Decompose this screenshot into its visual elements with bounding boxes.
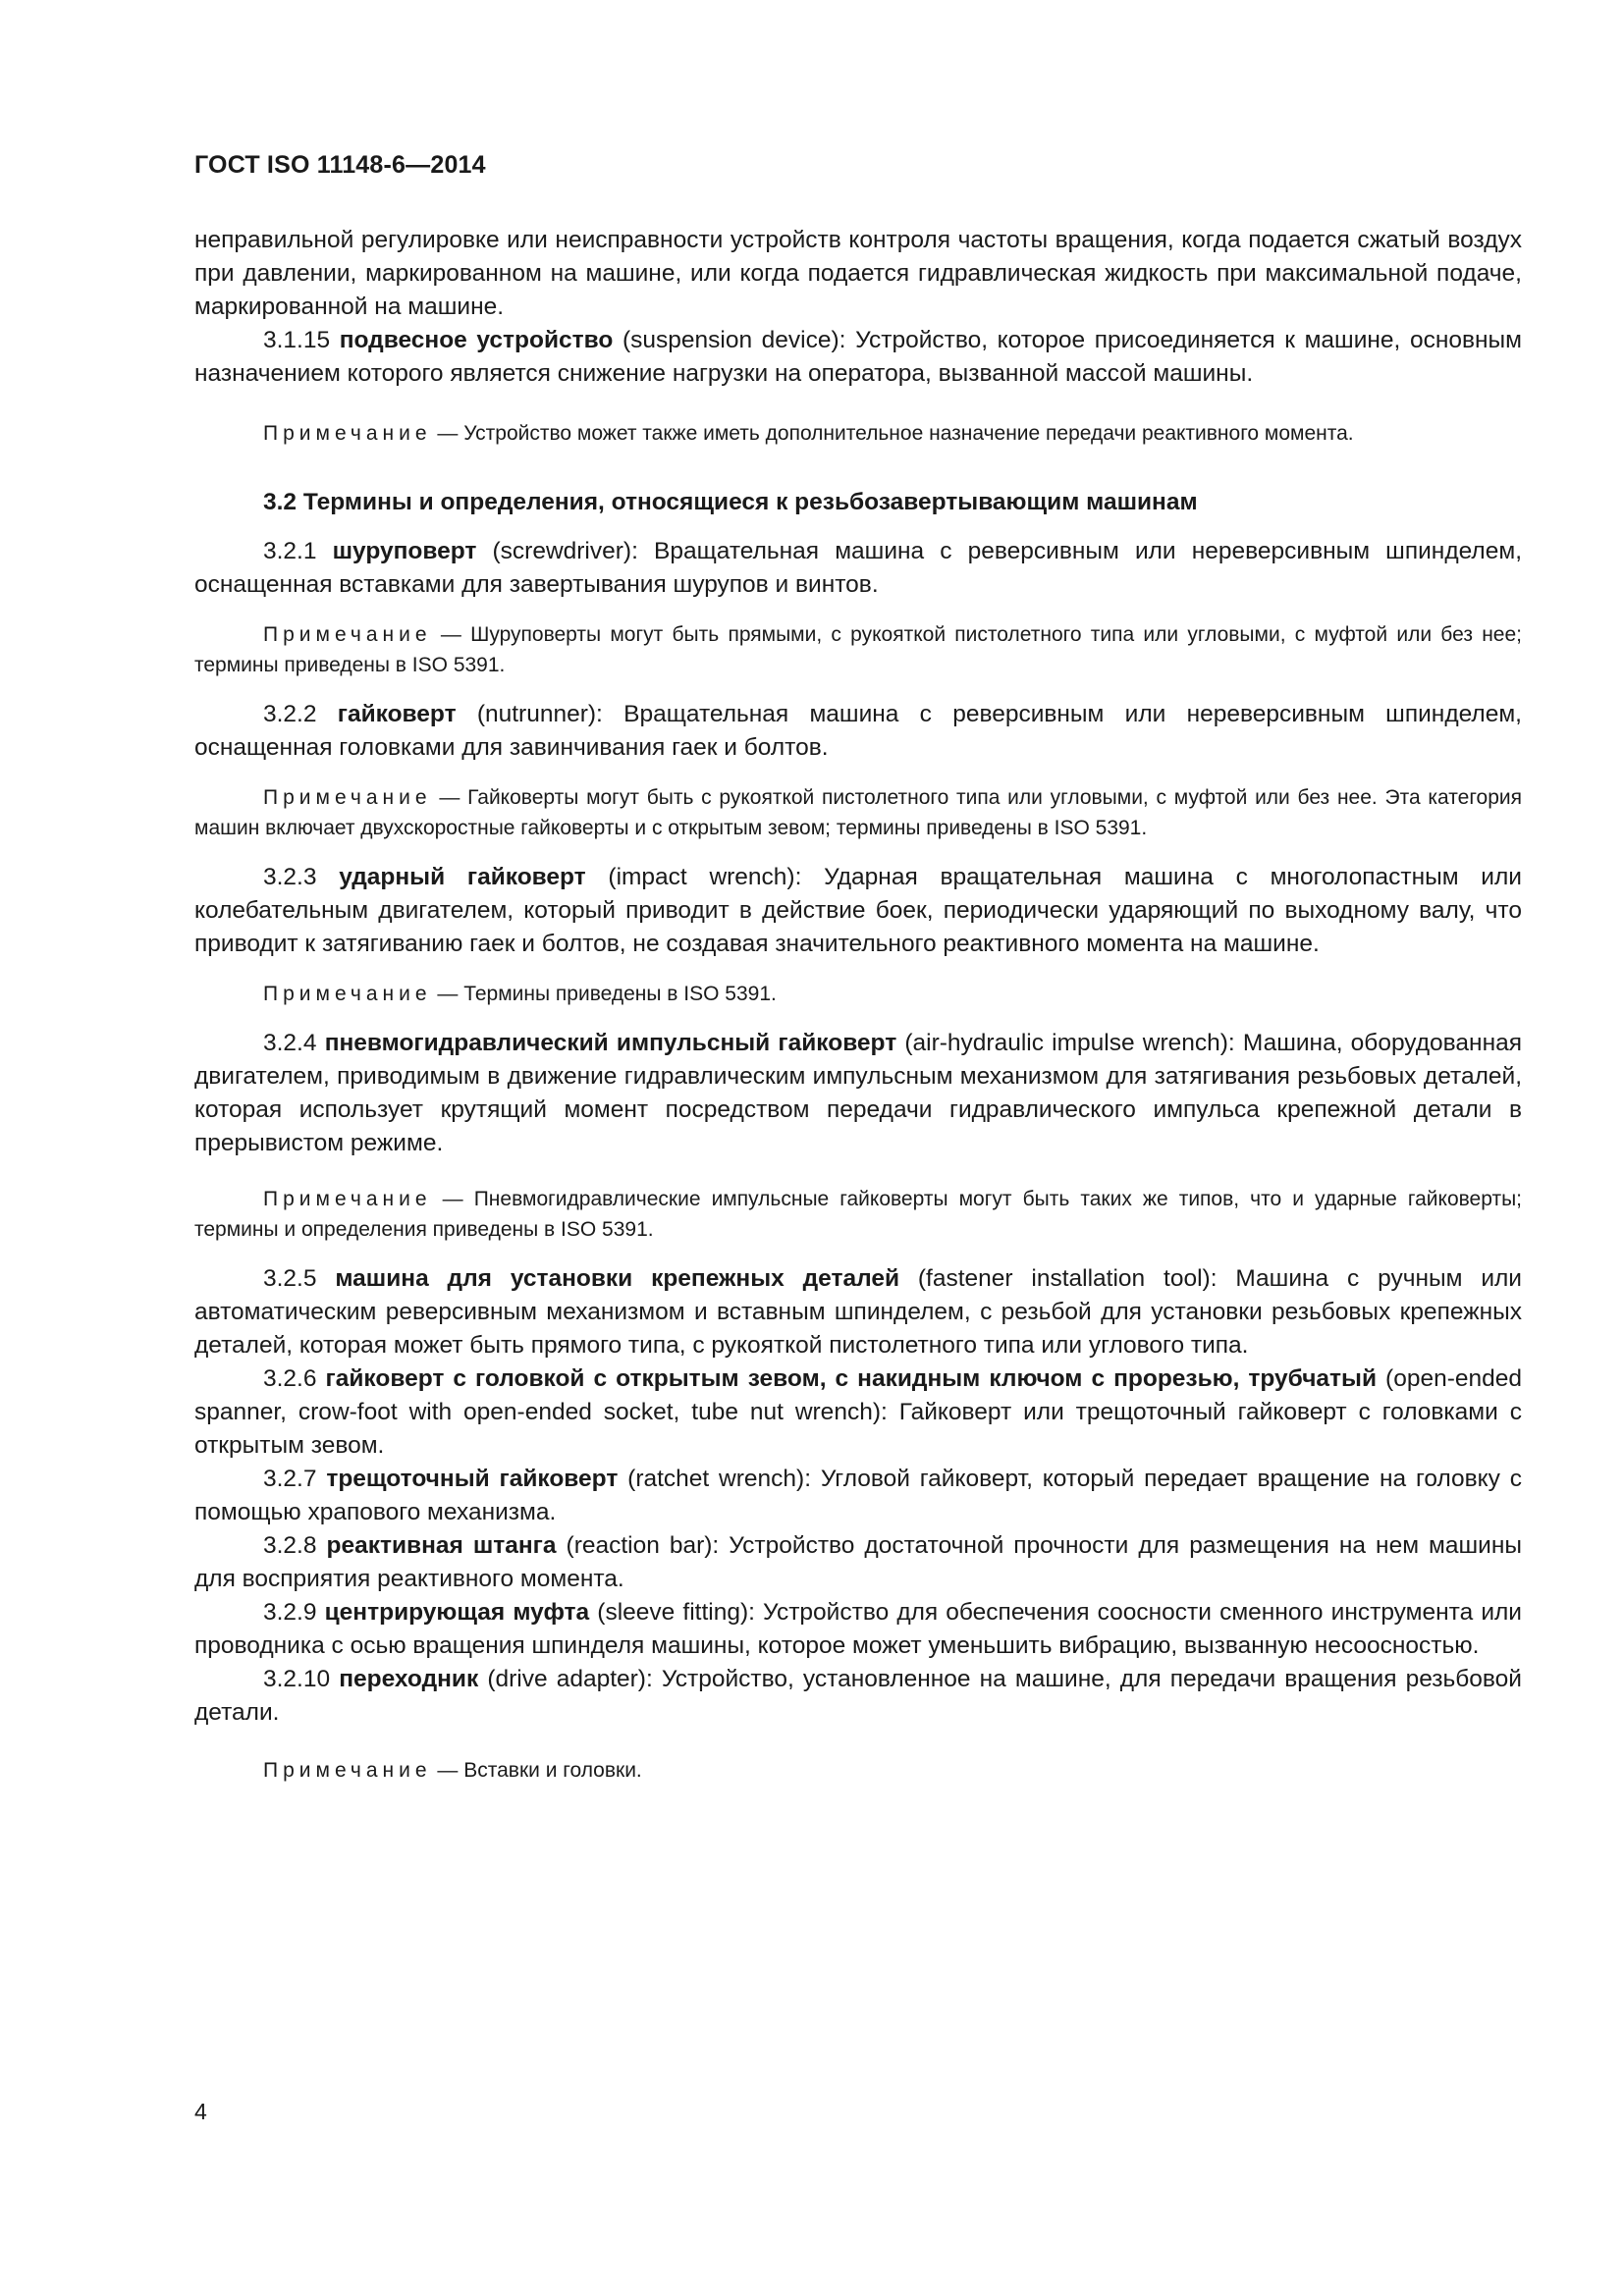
term-number: 3.2.5 bbox=[263, 1265, 317, 1292]
term-definition: (ratchet wrench): Угловой гайковерт, который передает вращение на головку с помощью храпового механизма. bbox=[194, 1466, 1523, 1525]
note-text: — Пневмогидравлические импульсные гайковерты могут быть таких же типов, что и ударные гайковерты; термины и определения приведены в ISO 5391. bbox=[194, 1188, 1522, 1241]
term-name: машина для установки крепежных деталей bbox=[335, 1265, 900, 1292]
note-text: — Гайковерты могут быть с рукояткой пистолетного типа или угловыми, с муфтой или без нее. Эта категория машин включает двухскоростные гайковерты и с открытым зевом; термины приведены в ISO 5391. bbox=[194, 786, 1522, 839]
term-number: 3.2.7 bbox=[263, 1466, 317, 1492]
note-3-2-1 bbox=[194, 619, 1522, 680]
note-label: Примечание bbox=[263, 983, 432, 1005]
term-name: пневмогидравлический импульсный гайковерт bbox=[324, 1030, 897, 1056]
document-page bbox=[194, 0, 1522, 2296]
term-number: 3.2.1 bbox=[263, 538, 317, 564]
term-3-2-4 bbox=[194, 1027, 1522, 1160]
note-label: Примечание bbox=[263, 1759, 432, 1782]
term-number: 3.2.3 bbox=[263, 864, 317, 890]
term-3-2-5 bbox=[194, 1262, 1522, 1362]
term-3-2-2 bbox=[194, 698, 1522, 765]
term-name: реактивная штанга bbox=[326, 1532, 557, 1559]
term-3-2-8 bbox=[194, 1529, 1522, 1596]
note-text: — Термины приведены в ISO 5391. bbox=[431, 983, 777, 1005]
term-definition: (impact wrench): Ударная вращательная машина с многолопастным или колебательным двигателем, который приводит в действие боек, периодически ударяющий по выходному валу, что приводит к затягиванию гаек и болтов, не создавая значительного реактивного момента на машине. bbox=[194, 864, 1522, 957]
term-3-2-6 bbox=[194, 1362, 1522, 1463]
term-number: 3.1.15 bbox=[263, 327, 331, 353]
note-3-2-3 bbox=[194, 979, 1522, 1009]
term-number: 3.2.2 bbox=[263, 701, 317, 727]
term-name: гайковерт с головкой с открытым зевом, с накидным ключом с прорезью, трубчатый bbox=[325, 1365, 1378, 1392]
term-name: шуруповерт bbox=[332, 538, 477, 564]
intro-paragraph: неправильной регулировке или неисправности устройств контроля частоты вращения, когда подается сжатый воздух при давлении, маркированном на машине, или когда подается гидравлическая жидкость при максимальной подаче, маркированной на машине. bbox=[194, 227, 1522, 320]
term-definition: (air-hydraulic impulse wrench): Машина, оборудованная двигателем, приводимым в движение гидравлическим импульсным механизмом для затягивания резьбовых деталей, которая использует крутящий момент посредством передачи гидравлического импульса крепежной детали в прерывистом режиме. bbox=[194, 1030, 1522, 1156]
page-number: 4 bbox=[194, 2099, 207, 2124]
term-definition: (nutrunner): Вращательная машина с реверсивным или нереверсивным шпинделем, оснащенная головками для завинчивания гаек и болтов. bbox=[194, 701, 1522, 761]
term-number: 3.2.4 bbox=[263, 1030, 317, 1056]
note-3-1-15 bbox=[194, 418, 1522, 449]
term-definition: (fastener installation tool): Машина с ручным или автоматическим реверсивным механизмом и вставным шпинделем, с резьбой для установки резьбовых крепежных деталей, которая может быть прямого типа, с рукояткой пистолетного типа или углового типа. bbox=[194, 1265, 1522, 1359]
note-text: — Устройство может также иметь дополнительное назначение передачи реактивного момента. bbox=[431, 422, 1354, 445]
term-definition: (screwdriver): Вращательная машина с реверсивным или нереверсивным шпинделем, оснащенная вставками для завертывания шурупов и винтов. bbox=[194, 538, 1522, 598]
term-3-2-1 bbox=[194, 535, 1522, 602]
note-3-2-4 bbox=[194, 1184, 1522, 1245]
note-label: Примечание bbox=[263, 786, 432, 809]
term-name: трещоточный гайковерт bbox=[326, 1466, 619, 1492]
note-label: Примечание bbox=[263, 623, 432, 646]
note-3-2-2 bbox=[194, 782, 1522, 843]
term-number: 3.2.9 bbox=[263, 1599, 317, 1626]
term-name: подвесное устройство bbox=[339, 327, 614, 353]
term-3-2-9 bbox=[194, 1596, 1522, 1663]
term-name: центрирующая муфта bbox=[324, 1599, 590, 1626]
term-definition: (open-ended spanner, crow-foot with open-ended socket, tube nut wrench): Гайковерт или трещоточный гайковерт с головками с открытым зевом. bbox=[194, 1365, 1522, 1459]
term-definition: (sleeve fitting): Устройство для обеспечения соосности сменного инструмента или проводника с осью вращения шпинделя машины, которое может уменьшить вибрацию, вызванную несоосностью. bbox=[194, 1599, 1522, 1659]
term-3-2-3 bbox=[194, 861, 1522, 961]
term-definition: (suspension device): Устройство, которое присоединяется к машине, основным назначением которого является снижение нагрузки на оператора, вызванной массой машины. bbox=[194, 327, 1522, 387]
term-number: 3.2.10 bbox=[263, 1666, 331, 1692]
term-number: 3.2.6 bbox=[263, 1365, 317, 1392]
note-label: Примечание bbox=[263, 1188, 432, 1210]
term-definition: (drive adapter): Устройство, установленное на машине, для передачи вращения резьбовой детали. bbox=[194, 1666, 1522, 1726]
term-3-2-10 bbox=[194, 1663, 1522, 1730]
term-3-2-7 bbox=[194, 1463, 1522, 1529]
note-text: — Вставки и головки. bbox=[431, 1759, 642, 1782]
document-body bbox=[194, 224, 1522, 1803]
note-3-2-10 bbox=[194, 1755, 1522, 1786]
term-name: гайковерт bbox=[337, 701, 457, 727]
note-label: Примечание bbox=[263, 422, 432, 445]
section-heading: 3.2 Термины и определения, относящиеся к резьбозавертывающим машинам bbox=[263, 489, 1198, 515]
term-name: ударный гайковерт bbox=[339, 864, 586, 890]
term-name: переходник bbox=[339, 1666, 479, 1692]
document-header: ГОСТ ISO 11148-6—2014 bbox=[194, 151, 486, 179]
term-definition: (reaction bar): Устройство достаточной прочности для размещения на нем машины для восприятия реактивного момента. bbox=[194, 1532, 1523, 1592]
term-3-1-15 bbox=[194, 324, 1522, 391]
term-number: 3.2.8 bbox=[263, 1532, 317, 1559]
note-text: — Шуруповерты могут быть прямыми, с рукояткой пистолетного типа или угловыми, с муфтой или без нее; термины приведены в ISO 5391. bbox=[194, 623, 1522, 676]
